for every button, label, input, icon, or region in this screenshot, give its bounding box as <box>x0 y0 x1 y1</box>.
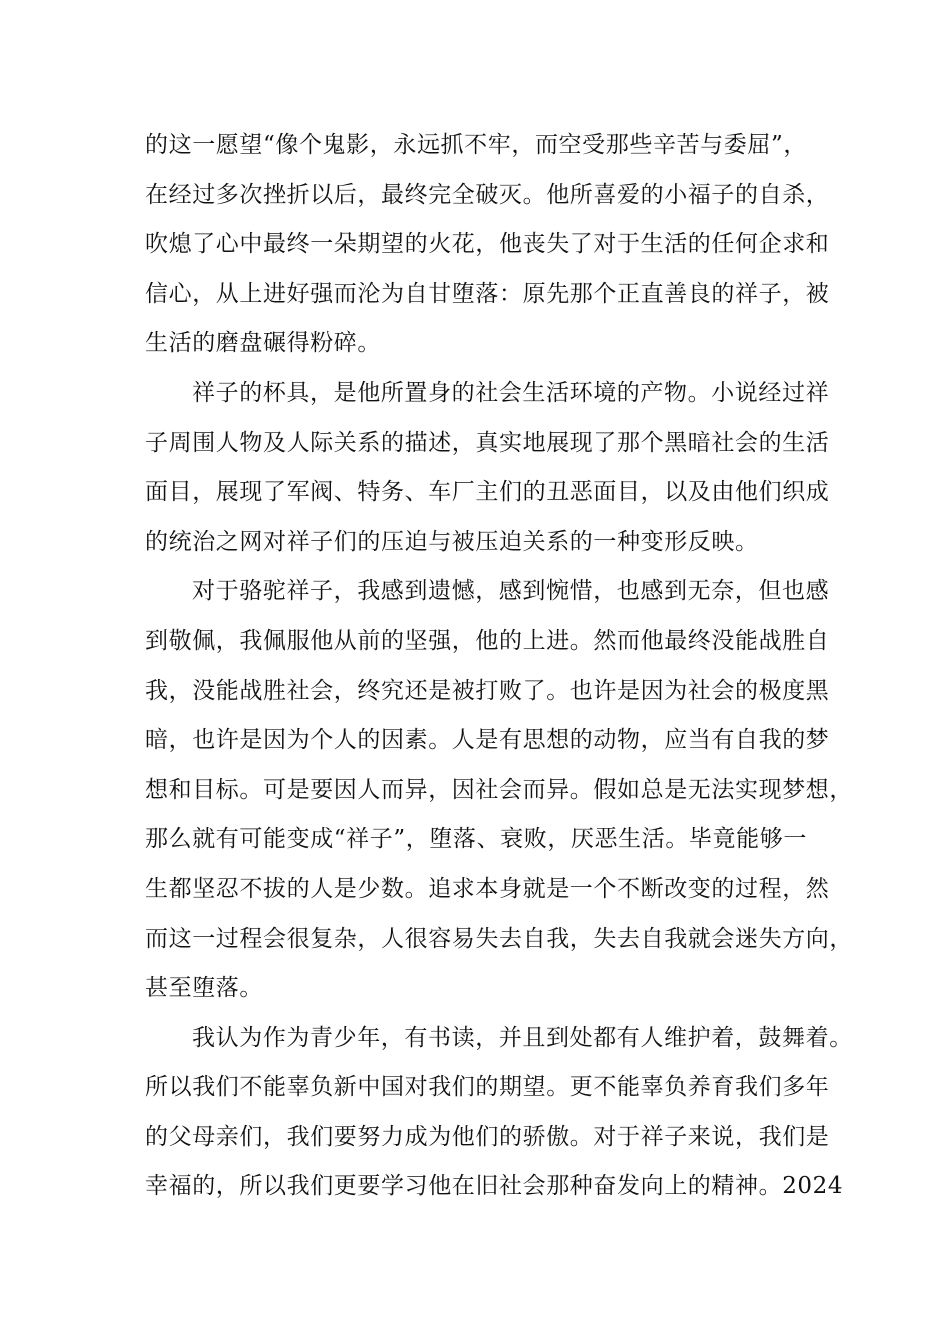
text-line: 祥子的杯具，是他所置身的社会生活环境的产物。小说经过祥 <box>192 379 830 406</box>
text-line: 那么就有可能变成“祥子”，堕落、衰败，厌恶生活。毕竟能够一 <box>145 826 807 853</box>
paragraph <box>145 1014 853 1212</box>
text-line: 子周围人物及人际关系的描述，真实地展现了那个黑暗社会的生活 <box>145 429 830 456</box>
text-line: 到敬佩，我佩服他从前的坚强，他的上进。然而他最终没能战胜自 <box>145 627 830 654</box>
paragraph <box>145 567 853 1013</box>
text-line: 的统治之网对祥子们的压迫与被压迫关系的一种变形反映。 <box>145 528 759 555</box>
text-line: 的父母亲们，我们要努力成为他们的骄傲。对于祥子来说，我们是 <box>145 1123 830 1150</box>
text-line: 幸福的，所以我们更要学习他在旧社会那种奋发向上的精神。2024 <box>145 1173 844 1200</box>
document-body <box>145 121 853 1212</box>
text-line: 生都坚忍不拔的人是少数。追求本身就是一个不断改变的过程，然 <box>145 875 830 902</box>
text-line: 的这一愿望“像个鬼影，永远抓不牢，而空受那些辛苦与委屈”， <box>145 132 807 158</box>
text-line: 信心，从上进好强而沦为自甘堕落：原先那个正直善良的祥子，被 <box>145 280 830 307</box>
text-line: 所以我们不能辜负新中国对我们的期望。更不能辜负养育我们多年 <box>145 1074 830 1101</box>
text-line: 想和目标。可是要因人而异，因社会而异。假如总是无法实现梦想， <box>145 776 853 803</box>
paragraph <box>145 369 830 567</box>
text-line: 甚至堕落。 <box>145 975 263 1002</box>
text-line: 而这一过程会很复杂，人很容易失去自我，失去自我就会迷失方向， <box>145 925 853 952</box>
text-line: 我认为作为青少年，有书读，并且到处都有人维护着，鼓舞着。 <box>192 1024 853 1051</box>
text-line: 生活的磨盘碾得粉碎。 <box>145 330 381 357</box>
text-line: 面目，展现了军阀、特务、车厂主们的丑恶面目，以及由他们织成 <box>145 479 830 506</box>
text-line: 对于骆驼祥子，我感到遗憾，感到惋惜，也感到无奈，但也感 <box>192 578 830 605</box>
text-line: 我，没能战胜社会，终究还是被打败了。也许是因为社会的极度黑 <box>145 677 830 704</box>
text-line: 暗，也许是因为个人的因素。人是有思想的动物，应当有自我的梦 <box>145 727 830 754</box>
text-line: 在经过多次挫折以后，最终完全破灭。他所喜爱的小福子的自杀， <box>145 181 830 208</box>
paragraph <box>145 121 830 369</box>
text-line: 吹熄了心中最终一朵期望的火花，他丧失了对于生活的任何企求和 <box>145 231 830 258</box>
